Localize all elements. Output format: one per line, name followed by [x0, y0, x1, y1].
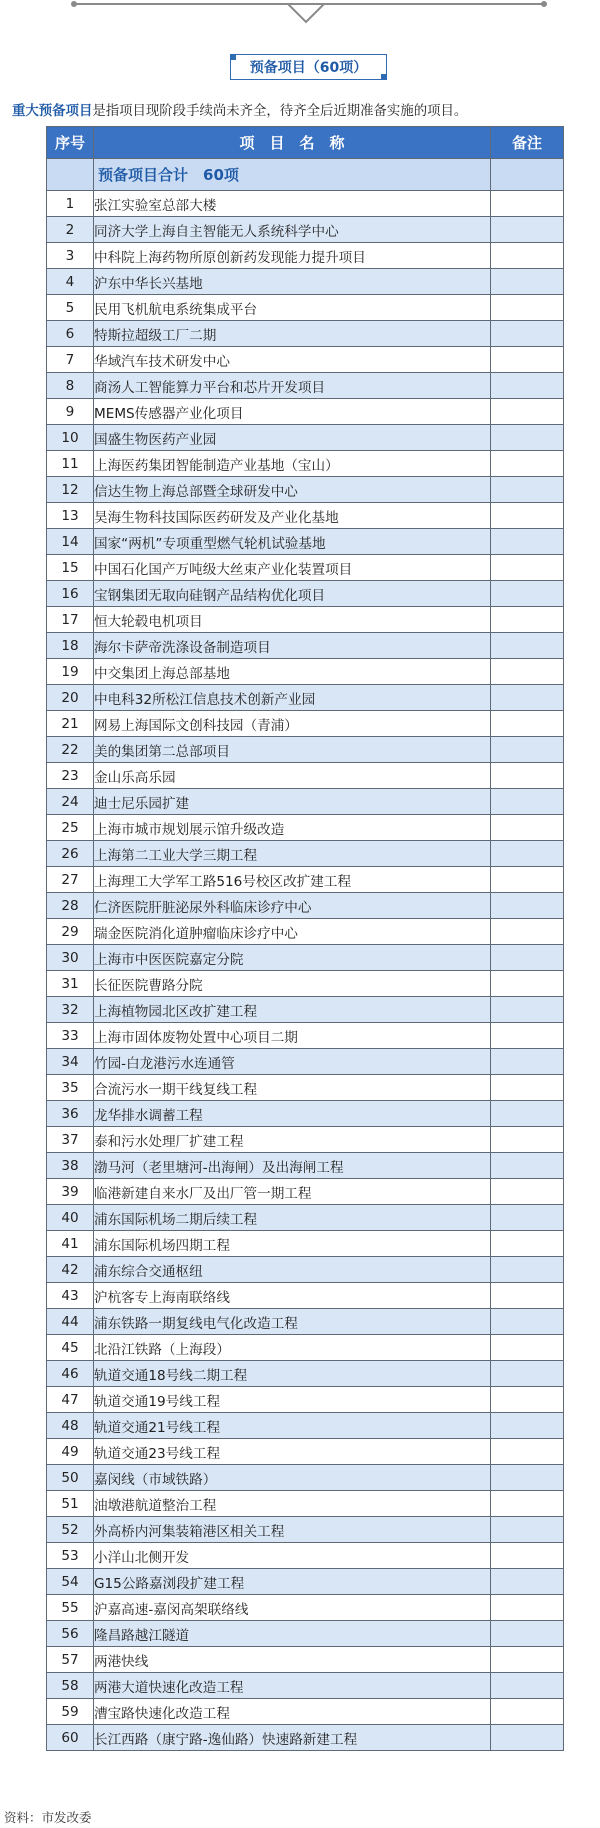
row-remarks [491, 1413, 564, 1439]
table-row [47, 373, 564, 399]
row-project-name: 外高桥内河集装箱港区相关工程 [94, 1517, 491, 1543]
table-row [47, 1205, 564, 1231]
row-serial: 59 [47, 1699, 94, 1725]
row-serial: 22 [47, 737, 94, 763]
row-serial: 44 [47, 1309, 94, 1335]
row-remarks [491, 1543, 564, 1569]
row-serial: 8 [47, 373, 94, 399]
row-serial: 18 [47, 633, 94, 659]
row-remarks [491, 1621, 564, 1647]
table-row [47, 789, 564, 815]
row-serial: 60 [47, 1725, 94, 1751]
table-row [47, 633, 564, 659]
row-remarks [491, 711, 564, 737]
table-row [47, 503, 564, 529]
section-badge: 预备项目（60项） [230, 54, 387, 80]
row-remarks [491, 1699, 564, 1725]
row-serial: 7 [47, 347, 94, 373]
row-remarks [491, 1491, 564, 1517]
table-row [47, 1127, 564, 1153]
row-serial: 43 [47, 1283, 94, 1309]
row-remarks [491, 1153, 564, 1179]
table-row [47, 425, 564, 451]
intro-bold-term: 重大预备项目 [12, 104, 93, 119]
row-remarks [491, 841, 564, 867]
row-remarks [491, 425, 564, 451]
row-remarks [491, 1231, 564, 1257]
row-remarks [491, 243, 564, 269]
row-remarks [491, 295, 564, 321]
row-serial: 28 [47, 893, 94, 919]
row-serial: 35 [47, 1075, 94, 1101]
table-row [47, 893, 564, 919]
table-row [47, 1491, 564, 1517]
header-serial: 序号 [47, 127, 94, 159]
row-remarks [491, 997, 564, 1023]
row-project-name: 长江西路（康宁路-逸仙路）快速路新建工程 [94, 1725, 491, 1751]
row-remarks [491, 321, 564, 347]
row-remarks [491, 1101, 564, 1127]
source-note: 资料：市发改委 [4, 1810, 92, 1825]
table-row [47, 243, 564, 269]
row-project-name: 同济大学上海自主智能无人系统科学中心 [94, 217, 491, 243]
table-header-row [47, 127, 564, 159]
table-row [47, 1621, 564, 1647]
row-project-name: 网易上海国际文创科技园（青浦） [94, 711, 491, 737]
row-serial: 17 [47, 607, 94, 633]
row-project-name: 轨道交通21号线工程 [94, 1413, 491, 1439]
subtotal-row [47, 159, 564, 191]
subtotal-serial-cell [47, 159, 94, 191]
row-project-name: 上海市城市规划展示馆升级改造 [94, 815, 491, 841]
table-row [47, 1699, 564, 1725]
row-serial: 21 [47, 711, 94, 737]
top-decoration [0, 0, 600, 30]
row-serial: 12 [47, 477, 94, 503]
row-remarks [491, 1517, 564, 1543]
table-row [47, 295, 564, 321]
table-row [47, 1439, 564, 1465]
row-remarks [491, 815, 564, 841]
row-remarks [491, 503, 564, 529]
row-project-name: 国家“两机”专项重型燃气轮机试验基地 [94, 529, 491, 555]
row-serial: 39 [47, 1179, 94, 1205]
row-remarks [491, 1179, 564, 1205]
row-project-name: 轨道交通18号线二期工程 [94, 1361, 491, 1387]
table-row [47, 997, 564, 1023]
row-project-name: 昊海生物科技国际医药研发及产业化基地 [94, 503, 491, 529]
row-serial: 30 [47, 945, 94, 971]
table-row [47, 1595, 564, 1621]
table-row [47, 1387, 564, 1413]
row-remarks [491, 555, 564, 581]
row-serial: 23 [47, 763, 94, 789]
row-project-name: 浦东综合交通枢纽 [94, 1257, 491, 1283]
row-project-name: 上海医药集团智能制造产业基地（宝山） [94, 451, 491, 477]
row-serial: 50 [47, 1465, 94, 1491]
row-serial: 24 [47, 789, 94, 815]
row-serial: 25 [47, 815, 94, 841]
row-serial: 32 [47, 997, 94, 1023]
row-serial: 55 [47, 1595, 94, 1621]
table-row [47, 919, 564, 945]
row-project-name: 渤马河（老里塘河-出海闸）及出海闸工程 [94, 1153, 491, 1179]
table-row [47, 1413, 564, 1439]
table-row [47, 1309, 564, 1335]
row-remarks [491, 1257, 564, 1283]
project-table [46, 126, 564, 1751]
table-row [47, 867, 564, 893]
table-row [47, 399, 564, 425]
row-remarks [491, 1023, 564, 1049]
row-project-name: 浦东铁路一期复线电气化改造工程 [94, 1309, 491, 1335]
row-remarks [491, 607, 564, 633]
table-row [47, 607, 564, 633]
row-remarks [491, 1465, 564, 1491]
row-serial: 45 [47, 1335, 94, 1361]
table-row [47, 1101, 564, 1127]
row-serial: 4 [47, 269, 94, 295]
row-serial: 31 [47, 971, 94, 997]
row-serial: 26 [47, 841, 94, 867]
table-row [47, 841, 564, 867]
row-serial: 57 [47, 1647, 94, 1673]
row-project-name: 轨道交通19号线工程 [94, 1387, 491, 1413]
row-remarks [491, 1205, 564, 1231]
row-serial: 53 [47, 1543, 94, 1569]
row-project-name: MEMS传感器产业化项目 [94, 399, 491, 425]
table-row [47, 1023, 564, 1049]
row-project-name: 漕宝路快速化改造工程 [94, 1699, 491, 1725]
row-remarks [491, 1439, 564, 1465]
row-project-name: 中交集团上海总部基地 [94, 659, 491, 685]
table-row [47, 1257, 564, 1283]
row-project-name: 恒大轮毂电机项目 [94, 607, 491, 633]
row-serial: 3 [47, 243, 94, 269]
row-project-name: 中电科32所松江信息技术创新产业园 [94, 685, 491, 711]
row-project-name: 瑞金医院消化道肿瘤临床诊疗中心 [94, 919, 491, 945]
subtotal-label: 预备项目合计 60项 [94, 159, 491, 191]
table-row [47, 1647, 564, 1673]
row-project-name: 中科院上海药物所原创新药发现能力提升项目 [94, 243, 491, 269]
row-project-name: 中国石化国产万吨级大丝束产业化装置项目 [94, 555, 491, 581]
row-project-name: 华域汽车技术研发中心 [94, 347, 491, 373]
row-serial: 41 [47, 1231, 94, 1257]
table-row [47, 1153, 564, 1179]
row-remarks [491, 867, 564, 893]
row-project-name: 轨道交通23号线工程 [94, 1439, 491, 1465]
row-project-name: 泰和污水处理厂扩建工程 [94, 1127, 491, 1153]
row-project-name: 长征医院曹路分院 [94, 971, 491, 997]
table-row [47, 477, 564, 503]
row-serial: 56 [47, 1621, 94, 1647]
table-row [47, 1673, 564, 1699]
row-project-name: 两港快线 [94, 1647, 491, 1673]
row-serial: 6 [47, 321, 94, 347]
row-serial: 16 [47, 581, 94, 607]
row-project-name: 上海第二工业大学三期工程 [94, 841, 491, 867]
row-remarks [491, 1335, 564, 1361]
row-project-name: 仁济医院肝脏泌尿外科临床诊疗中心 [94, 893, 491, 919]
row-serial: 11 [47, 451, 94, 477]
table-row [47, 659, 564, 685]
row-project-name: 浦东国际机场二期后续工程 [94, 1205, 491, 1231]
table-row [47, 1517, 564, 1543]
table-row [47, 737, 564, 763]
row-project-name: 上海植物园北区改扩建工程 [94, 997, 491, 1023]
row-project-name: 美的集团第二总部项目 [94, 737, 491, 763]
row-remarks [491, 1647, 564, 1673]
row-project-name: 海尔卡萨帝洗涤设备制造项目 [94, 633, 491, 659]
row-project-name: 特斯拉超级工厂二期 [94, 321, 491, 347]
row-serial: 15 [47, 555, 94, 581]
row-project-name: 迪士尼乐园扩建 [94, 789, 491, 815]
table-row [47, 1231, 564, 1257]
row-project-name: 商汤人工智能算力平台和芯片开发项目 [94, 373, 491, 399]
table-row [47, 1335, 564, 1361]
row-remarks [491, 737, 564, 763]
intro-text [12, 103, 592, 121]
row-project-name: 临港新建自来水厂及出厂管一期工程 [94, 1179, 491, 1205]
table-row [47, 1569, 564, 1595]
row-remarks [491, 919, 564, 945]
row-remarks [491, 373, 564, 399]
row-project-name: 民用飞机航电系统集成平台 [94, 295, 491, 321]
row-remarks [491, 633, 564, 659]
row-serial: 29 [47, 919, 94, 945]
row-remarks [491, 1283, 564, 1309]
row-remarks [491, 893, 564, 919]
row-project-name: 上海市中医医院嘉定分院 [94, 945, 491, 971]
row-serial: 42 [47, 1257, 94, 1283]
table-row [47, 711, 564, 737]
row-serial: 54 [47, 1569, 94, 1595]
row-remarks [491, 659, 564, 685]
row-remarks [491, 1673, 564, 1699]
row-remarks [491, 1595, 564, 1621]
row-serial: 46 [47, 1361, 94, 1387]
table-row [47, 1283, 564, 1309]
row-remarks [491, 451, 564, 477]
table-row [47, 1075, 564, 1101]
row-remarks [491, 1075, 564, 1101]
table-row [47, 1179, 564, 1205]
row-remarks [491, 1569, 564, 1595]
row-project-name: 宝钢集团无取向硅钢产品结构优化项目 [94, 581, 491, 607]
row-project-name: 信达生物上海总部暨全球研发中心 [94, 477, 491, 503]
row-project-name: 小洋山北侧开发 [94, 1543, 491, 1569]
row-project-name: 隆昌路越江隧道 [94, 1621, 491, 1647]
row-remarks [491, 581, 564, 607]
row-project-name: 上海市固体废物处置中心项目二期 [94, 1023, 491, 1049]
row-project-name: 沪嘉高速-嘉闵高架联络线 [94, 1595, 491, 1621]
table-row [47, 529, 564, 555]
row-serial: 47 [47, 1387, 94, 1413]
row-project-name: G15公路嘉浏段扩建工程 [94, 1569, 491, 1595]
table-row [47, 581, 564, 607]
table-row [47, 191, 564, 217]
row-project-name: 北沿江铁路（上海段） [94, 1335, 491, 1361]
row-project-name: 合流污水一期干线复线工程 [94, 1075, 491, 1101]
row-serial: 5 [47, 295, 94, 321]
row-project-name: 浦东国际机场四期工程 [94, 1231, 491, 1257]
table-row [47, 269, 564, 295]
intro-description: 是指项目现阶段手续尚未齐全，待齐全后近期准备实施的项目。 [92, 104, 468, 119]
table-row [47, 555, 564, 581]
row-remarks [491, 399, 564, 425]
row-project-name: 上海理工大学军工路516号校区改扩建工程 [94, 867, 491, 893]
row-project-name: 嘉闵线（市域铁路） [94, 1465, 491, 1491]
row-project-name: 张江实验室总部大楼 [94, 191, 491, 217]
row-project-name: 沪东中华长兴基地 [94, 269, 491, 295]
row-remarks [491, 1361, 564, 1387]
row-serial: 36 [47, 1101, 94, 1127]
row-serial: 1 [47, 191, 94, 217]
row-serial: 33 [47, 1023, 94, 1049]
row-serial: 2 [47, 217, 94, 243]
table-row [47, 1361, 564, 1387]
table-row [47, 763, 564, 789]
row-remarks [491, 191, 564, 217]
table-row [47, 1465, 564, 1491]
row-remarks [491, 529, 564, 555]
table-row [47, 217, 564, 243]
table-row [47, 1543, 564, 1569]
row-remarks [491, 347, 564, 373]
table-row [47, 1049, 564, 1075]
row-project-name: 沪杭客专上海南联络线 [94, 1283, 491, 1309]
row-remarks [491, 1387, 564, 1413]
row-remarks [491, 945, 564, 971]
row-serial: 48 [47, 1413, 94, 1439]
row-serial: 14 [47, 529, 94, 555]
header-project-name: 项 目 名 称 [94, 127, 491, 159]
row-serial: 40 [47, 1205, 94, 1231]
row-serial: 58 [47, 1673, 94, 1699]
table-row [47, 945, 564, 971]
subtotal-remarks-cell [491, 159, 564, 191]
row-serial: 34 [47, 1049, 94, 1075]
table-row [47, 451, 564, 477]
row-remarks [491, 789, 564, 815]
row-remarks [491, 217, 564, 243]
row-serial: 38 [47, 1153, 94, 1179]
row-remarks [491, 1127, 564, 1153]
table-row [47, 815, 564, 841]
row-project-name: 油墩港航道整治工程 [94, 1491, 491, 1517]
row-remarks [491, 971, 564, 997]
row-serial: 51 [47, 1491, 94, 1517]
row-serial: 10 [47, 425, 94, 451]
row-project-name: 金山乐高乐园 [94, 763, 491, 789]
row-project-name: 竹园-白龙港污水连通管 [94, 1049, 491, 1075]
row-remarks [491, 763, 564, 789]
row-serial: 9 [47, 399, 94, 425]
row-remarks [491, 685, 564, 711]
table-row [47, 347, 564, 373]
row-serial: 37 [47, 1127, 94, 1153]
table-row [47, 321, 564, 347]
row-remarks [491, 1309, 564, 1335]
row-serial: 52 [47, 1517, 94, 1543]
header-remarks: 备注 [491, 127, 564, 159]
row-remarks [491, 269, 564, 295]
row-serial: 19 [47, 659, 94, 685]
table-row [47, 1725, 564, 1751]
row-project-name: 龙华排水调蓄工程 [94, 1101, 491, 1127]
row-serial: 27 [47, 867, 94, 893]
row-serial: 49 [47, 1439, 94, 1465]
table-row [47, 971, 564, 997]
row-remarks [491, 1725, 564, 1751]
row-serial: 13 [47, 503, 94, 529]
row-project-name: 两港大道快速化改造工程 [94, 1673, 491, 1699]
row-project-name: 国盛生物医药产业园 [94, 425, 491, 451]
row-serial: 20 [47, 685, 94, 711]
row-remarks [491, 1049, 564, 1075]
table-row [47, 685, 564, 711]
row-remarks [491, 477, 564, 503]
